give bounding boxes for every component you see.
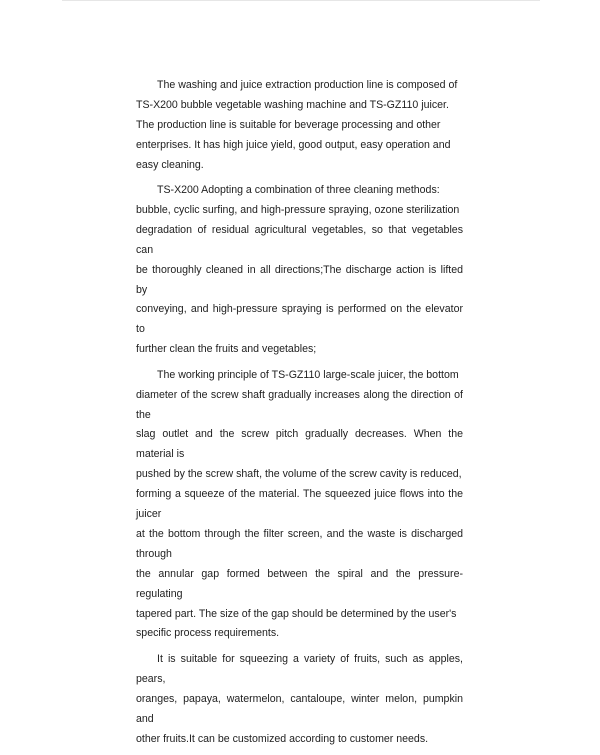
paragraph-washing-machine-cleaning-methods: TS-X200 Adopting a combination of three cleaning methods: bubble, cyclic surfing, and high-pressure spraying, ozone sterilization degradation of residual agricultural vegetables, so that vegetables can be thoroughly cleaned in all directions;The discharge action is lifted by conveying, and high-pressure spraying is performed on the elevator to further clean the fruits and vegetables; xyxy=(136,184,463,356)
paragraph-production-line-overview: The washing and juice extraction production line is composed of TS-X200 bubble vegetable washing machine and TS-GZ110 juicer. The production line is suitable for beverage processing and other enterprises. It has high juice yield, good output, easy operation and easy cleaning. xyxy=(136,79,458,171)
top-divider xyxy=(62,0,540,1)
paragraph-suitable-fruits: It is suitable for squeezing a variety of fruits, such as apples, pears, oranges, papaya, watermelon, cantaloupe, winter melon, pumpkin and other fruits.It can be customized according to customer needs. xyxy=(136,652,463,745)
paragraph-juicer-working-principle: The working principle of TS-GZ110 large-scale juicer, the bottom diameter of the screw shaft gradually increases along the direction of the slag outlet and the screw pitch gradually decreases. When the material is pushed by the screw shaft, the volume of the screw cavity is reduced, forming a squeeze of the material. The squeezed juice flows into the juicer at the bottom through the filter screen, and the waste is discharged through the annular gap formed between the spiral and the pressure-regulating tapered part. The size of the gap should be determined by the user's specific process requirements. xyxy=(136,368,463,640)
document-body xyxy=(136,76,463,755)
